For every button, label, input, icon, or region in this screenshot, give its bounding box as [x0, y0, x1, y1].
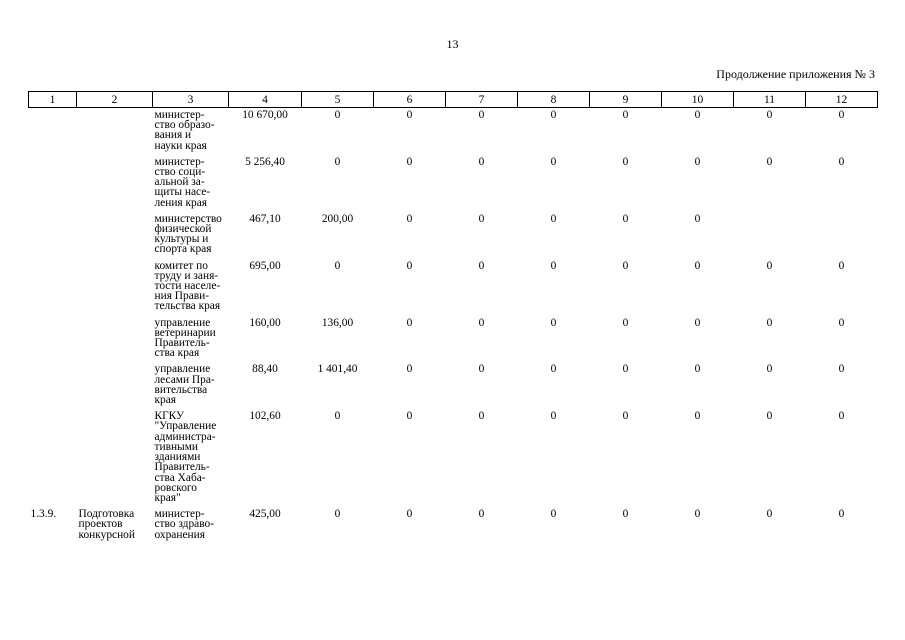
organization-line: зданиями	[154, 451, 201, 464]
value-cell-col-10: 0	[694, 259, 701, 272]
value-cell-col-7: 0	[478, 259, 485, 272]
organization-line: Правитель-	[154, 337, 210, 350]
value-cell-col-8: 0	[550, 212, 557, 225]
organization-cell	[153, 507, 229, 544]
activity-name-cell	[77, 316, 153, 363]
value-cell-col-10: 0	[694, 316, 701, 329]
value-cell-col-9: 0	[622, 259, 629, 272]
value-cell-col-8: 0	[550, 363, 557, 376]
activity-name-line: проектов	[78, 518, 123, 531]
table-row	[29, 362, 878, 409]
organization-line: ство здраво-	[154, 518, 215, 531]
value-cell-col-9: 0	[622, 212, 629, 225]
activity-name-cell	[77, 362, 153, 409]
value-cell-col-4: 5 256,40	[245, 155, 285, 168]
value-cell-col-11: 0	[766, 109, 773, 121]
value-cell-col-4: 695,00	[249, 259, 281, 272]
value-cell-col-7: 0	[478, 508, 485, 521]
organization-line: вительства	[154, 383, 208, 396]
activity-name-line: конкурсной	[78, 528, 135, 541]
value-cell-col-6: 0	[406, 410, 413, 423]
organization-line: физической	[154, 223, 212, 236]
value-cell-col-11: 0	[766, 259, 773, 272]
value-cell-col-7: 0	[478, 316, 485, 329]
value-cell-col-7: 0	[478, 212, 485, 225]
value-cell-col-7: 0	[478, 410, 485, 423]
value-cell-col-8: 0	[550, 410, 557, 423]
value-cell-col-9: 0	[622, 363, 629, 376]
value-cell-col-7: 0	[478, 109, 485, 121]
value-cell-col-11: 0	[766, 363, 773, 376]
organization-line: ство соци-	[154, 166, 206, 179]
organization-line: ство образо-	[154, 119, 215, 132]
organization-cell	[153, 155, 229, 212]
organization-line: вания и	[154, 129, 192, 142]
row-number-cell	[29, 212, 77, 259]
row-number-cell	[29, 409, 77, 507]
table-row	[29, 155, 878, 212]
table-row	[29, 259, 878, 316]
value-cell-col-8: 0	[550, 155, 557, 168]
organization-line: альной за-	[154, 176, 205, 189]
value-cell-col-11: 0	[766, 508, 773, 521]
organization-line: охранения	[154, 528, 205, 541]
column-header-3: 3	[153, 92, 229, 108]
value-cell-col-6: 0	[406, 155, 413, 168]
value-cell-col-12: 0	[838, 508, 845, 521]
value-cell-col-8: 0	[550, 259, 557, 272]
value-cell-col-9: 0	[622, 155, 629, 168]
value-cell-col-10: 0	[694, 363, 701, 376]
table-row	[29, 316, 878, 363]
value-cell-col-8: 0	[550, 109, 557, 121]
organization-line: труду и заня-	[154, 269, 219, 282]
table-row	[29, 212, 878, 259]
column-header-9: 9	[590, 92, 662, 108]
organization-line: тельства края	[154, 300, 221, 313]
value-cell-col-6: 0	[406, 363, 413, 376]
value-cell-col-9: 0	[622, 316, 629, 329]
column-header-2: 2	[77, 92, 153, 108]
organization-line: лесами Пра-	[154, 373, 215, 386]
organization-line: культуры и	[154, 233, 209, 246]
value-cell-col-4: 467,10	[249, 212, 281, 225]
column-header-11: 11	[734, 92, 806, 108]
organization-line: тивными	[154, 440, 199, 453]
organization-line: Правитель-	[154, 461, 210, 474]
value-cell-col-5: 0	[334, 155, 341, 168]
table-body	[29, 108, 878, 544]
value-cell-col-5: 136,00	[321, 316, 354, 329]
row-number-cell: 1.3.9.	[30, 508, 57, 521]
organization-cell	[153, 409, 229, 507]
column-header-4: 4	[229, 92, 302, 108]
column-header-5: 5	[302, 92, 374, 108]
value-cell-col-9: 0	[622, 508, 629, 521]
value-cell-col-11: 0	[766, 410, 773, 423]
activity-name-cell	[77, 259, 153, 316]
organization-cell	[153, 108, 229, 155]
column-header-6: 6	[374, 92, 446, 108]
organization-line: министер-	[154, 508, 205, 521]
value-cell-col-10: 0	[694, 508, 701, 521]
value-cell-col-4: 88,40	[252, 363, 278, 376]
organization-line: комитет по	[154, 259, 208, 272]
organization-line: края"	[154, 491, 181, 504]
organization-line: тости населе-	[154, 280, 221, 293]
organization-line: ления края	[154, 196, 208, 209]
value-cell-col-9: 0	[622, 109, 629, 121]
column-header-8: 8	[518, 92, 590, 108]
table-row	[29, 108, 878, 155]
organization-line: министер-	[154, 109, 205, 121]
value-cell-col-11: 0	[766, 155, 773, 168]
value-cell-col-12: 0	[838, 109, 845, 121]
value-cell-col-7: 0	[478, 363, 485, 376]
value-cell-col-8: 0	[550, 316, 557, 329]
value-cell-col-5: 0	[334, 508, 341, 521]
row-number-cell	[29, 108, 77, 155]
row-number-cell	[29, 362, 77, 409]
value-cell-col-4: 102,60	[249, 410, 281, 423]
activity-name-line: Подготовка	[78, 508, 135, 521]
organization-line: науки края	[154, 139, 207, 152]
value-cell-col-6: 0	[406, 212, 413, 225]
value-cell-col-11	[734, 212, 806, 259]
column-header-1: 1	[29, 92, 77, 108]
activity-name-cell	[77, 108, 153, 155]
organization-line: края	[154, 394, 177, 407]
organization-line: "Управление	[154, 420, 217, 433]
value-cell-col-5: 0	[334, 109, 341, 121]
organization-line: ния Прави-	[154, 290, 210, 303]
value-cell-col-4: 10 670,00	[242, 109, 288, 121]
value-cell-col-10: 0	[694, 155, 701, 168]
header-row	[29, 92, 878, 108]
organization-cell	[153, 259, 229, 316]
organization-line: ровского	[154, 481, 197, 494]
value-cell-col-12: 0	[838, 316, 845, 329]
value-cell-col-7: 0	[478, 155, 485, 168]
row-number-cell	[29, 259, 77, 316]
organization-cell	[153, 212, 229, 259]
value-cell-col-12: 0	[838, 259, 845, 272]
value-cell-col-5: 1 401,40	[317, 363, 358, 376]
organization-line: ства края	[154, 347, 200, 360]
column-header-12: 12	[806, 92, 878, 108]
organization-line: КГКУ	[154, 410, 185, 423]
value-cell-col-10: 0	[694, 109, 701, 121]
organization-line: щиты насе-	[154, 186, 211, 199]
column-header-7: 7	[446, 92, 518, 108]
value-cell-col-6: 0	[406, 109, 413, 121]
organization-line: администра-	[154, 430, 216, 443]
organization-cell	[153, 362, 229, 409]
organization-line: министер-	[154, 155, 205, 168]
value-cell-col-12: 0	[838, 363, 845, 376]
row-number-cell	[29, 316, 77, 363]
value-cell-col-5: 0	[334, 410, 341, 423]
value-cell-col-8: 0	[550, 508, 557, 521]
value-cell-col-12: 0	[838, 410, 845, 423]
value-cell-col-9: 0	[622, 410, 629, 423]
organization-line: управление	[154, 363, 211, 376]
column-header-10: 10	[662, 92, 734, 108]
value-cell-col-5: 200,00	[321, 212, 354, 225]
activity-name-cell	[77, 155, 153, 212]
value-cell-col-4: 425,00	[249, 508, 281, 521]
value-cell-col-5: 0	[334, 259, 341, 272]
table-row	[29, 507, 878, 544]
value-cell-col-11: 0	[766, 316, 773, 329]
value-cell-col-12	[806, 212, 878, 259]
activity-name-cell	[77, 212, 153, 259]
value-cell-col-12: 0	[838, 155, 845, 168]
table-row	[29, 409, 878, 507]
value-cell-col-10: 0	[694, 410, 701, 423]
organization-line: управление	[154, 316, 211, 329]
activity-name-cell	[77, 409, 153, 507]
value-cell-col-6: 0	[406, 259, 413, 272]
value-cell-col-6: 0	[406, 508, 413, 521]
continuation-label: Продолжение приложения № 3	[716, 67, 875, 81]
organization-line: спорта края	[154, 243, 212, 256]
organization-line: ства Хаба-	[154, 471, 206, 484]
organization-cell	[153, 316, 229, 363]
activity-name-cell	[77, 507, 153, 544]
row-number-cell	[29, 155, 77, 212]
appendix-table	[28, 91, 878, 544]
page-number: 13	[446, 37, 459, 51]
organization-line: министерство	[154, 212, 222, 225]
organization-line: ветеринарии	[154, 326, 216, 339]
value-cell-col-6: 0	[406, 316, 413, 329]
value-cell-col-4: 160,00	[249, 316, 281, 329]
value-cell-col-10: 0	[694, 212, 701, 225]
